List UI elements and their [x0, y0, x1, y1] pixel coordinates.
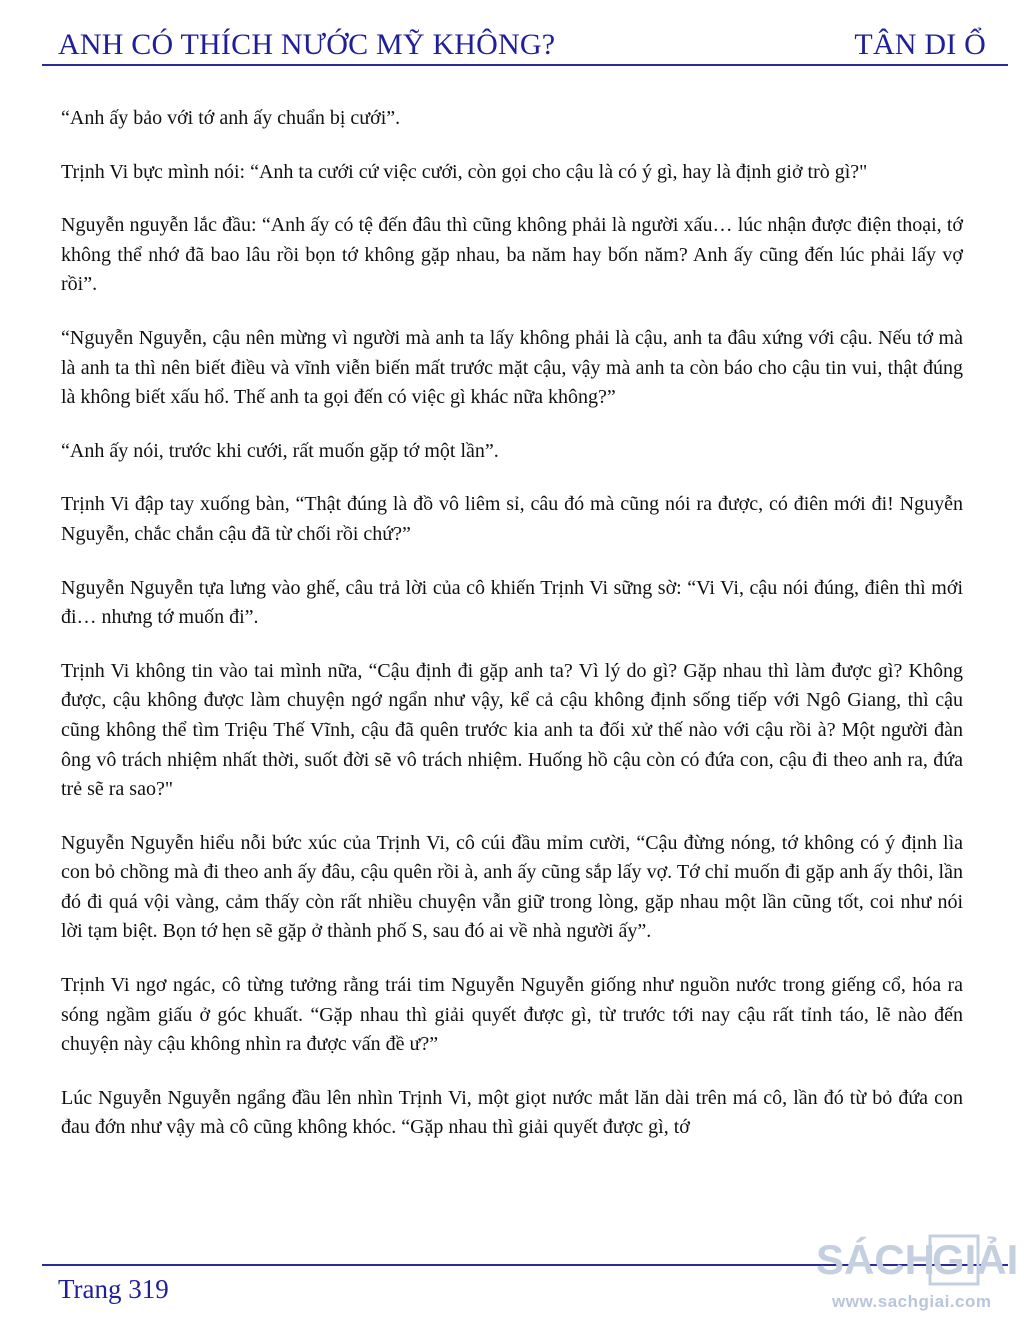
paragraph: “Nguyễn Nguyễn, cậu nên mừng vì người mà anh ta lấy không phải là cậu, anh ta đâu xứng với cậu. Nếu tớ mà là anh ta thì nên biết điều và vĩnh viễn biến mất trước mặt cậu, vậy mà anh ta còn báo cho cậu tin vui, thật đúng là không biết xấu hổ. Thế anh ta gọi đến có việc gì khác nữa không?”	[61, 326, 963, 409]
paragraph: Trịnh Vi không tin vào tai mình nữa, “Cậu định đi gặp anh ta? Vì lý do gì? Gặp nhau thì làm được gì? Không được, cậu không được làm chuyện ngớ ngẩn như vậy, kể cả cậu không định sống tiếp với Ngô Giang, thì cậu cũng không thể tìm Triệu Thế Vĩnh, cậu đã quên trước kia anh ta đối xử thế nào với cậu rồi à? Một người đàn ông vô trách nhiệm nhất thời, suốt đời sẽ vô trách nhiệm. Huống hồ cậu còn có đứa con, cậu đi theo anh ra, đứa trẻ sẽ ra sao?"	[61, 659, 963, 801]
watermark-logo-graphic	[812, 1222, 1024, 1292]
watermark-text-left: SÁCH	[816, 1236, 936, 1283]
paragraph: Trịnh Vi đập tay xuống bàn, “Thật đúng là đồ vô liêm sỉ, câu đó mà cũng nói ra được, có điên mới đi! Nguyễn Nguyễn, chắc chắn cậu đã từ chối rồi chứ?”	[61, 493, 963, 545]
paragraph: Nguyễn nguyễn lắc đầu: “Anh ấy có tệ đến đâu thì cũng không phải là người xấu… lúc nhận được điện thoại, tớ không thể nhớ đã bao lâu rồi bọn tớ không gặp nhau, ba năm hay bốn năm? Anh ấy cũng đến lúc phải lấy vợ rồi”.	[61, 214, 963, 296]
paragraph: “Anh ấy nói, trước khi cưới, rất muốn gặp tớ một lần”.	[61, 439, 499, 462]
book-title: ANH CÓ THÍCH NƯỚC MỸ KHÔNG?	[58, 28, 556, 61]
page-body	[61, 104, 963, 1167]
paragraph: Lúc Nguyễn Nguyễn ngẩng đầu lên nhìn Trịnh Vi, một giọt nước mắt lăn dài trên má cô, lần đó từ bỏ đứa con đau đớn như vậy mà cô cũng không khóc. “Gặp nhau thì giải quyết được gì, tớ	[61, 1086, 963, 1139]
paragraph: Trịnh Vi bực mình nói: “Anh ta cưới cứ việc cưới, còn gọi cho cậu là có ý gì, hay là định giở trò gì?"	[61, 160, 868, 183]
paragraph: Trịnh Vi ngơ ngác, cô từng tưởng rằng trái tim Nguyễn Nguyễn giống như nguồn nước trong giếng cổ, hóa ra sóng ngầm giấu ở góc khuất. “Gặp nhau thì giải quyết được gì, từ trước tới nay cậu rất tỉnh táo, lẽ nào đến chuyện này cậu không nhìn ra được vấn đề ư?”	[61, 974, 963, 1056]
page-header	[58, 22, 986, 62]
paragraph: Nguyễn Nguyễn hiểu nỗi bức xúc của Trịnh Vi, cô cúi đầu mỉm cười, “Cậu đừng nóng, tớ không có ý định lìa con bỏ chồng mà đi theo anh ấy đâu, cậu quên rồi à, anh ấy cũng sắp lấy vợ. Tớ chỉ muốn đi gặp anh ấy thôi, lần đó đi quá vội vàng, cảm thấy còn rất nhiều chuyện vẫn giữ trong lòng, gặp nhau một lần cũng tốt, coi như nói lời tạm biệt. Bọn tớ hẹn sẽ gặp ở thành phố S, sau đó ai về nhà người ấy”.	[61, 831, 963, 943]
watermark-url: www.sachgiai.com	[832, 1292, 992, 1311]
paragraph: “Anh ấy bảo với tớ anh ấy chuẩn bị cưới”.	[61, 107, 401, 129]
page-number: Trang 319	[58, 1274, 169, 1304]
sachgiai-watermark-logo	[812, 1222, 1024, 1312]
watermark-text-right: GIẢI	[932, 1236, 1019, 1283]
paragraph: Nguyễn Nguyễn tựa lưng vào ghế, câu trả lời của cô khiến Trịnh Vi sững sờ: “Vi Vi, cậu nói đúng, điên thì mới đi… nhưng tớ muốn đi”.	[61, 576, 963, 629]
header-divider	[42, 64, 1008, 66]
author-name: TÂN DI Ổ	[854, 28, 986, 61]
